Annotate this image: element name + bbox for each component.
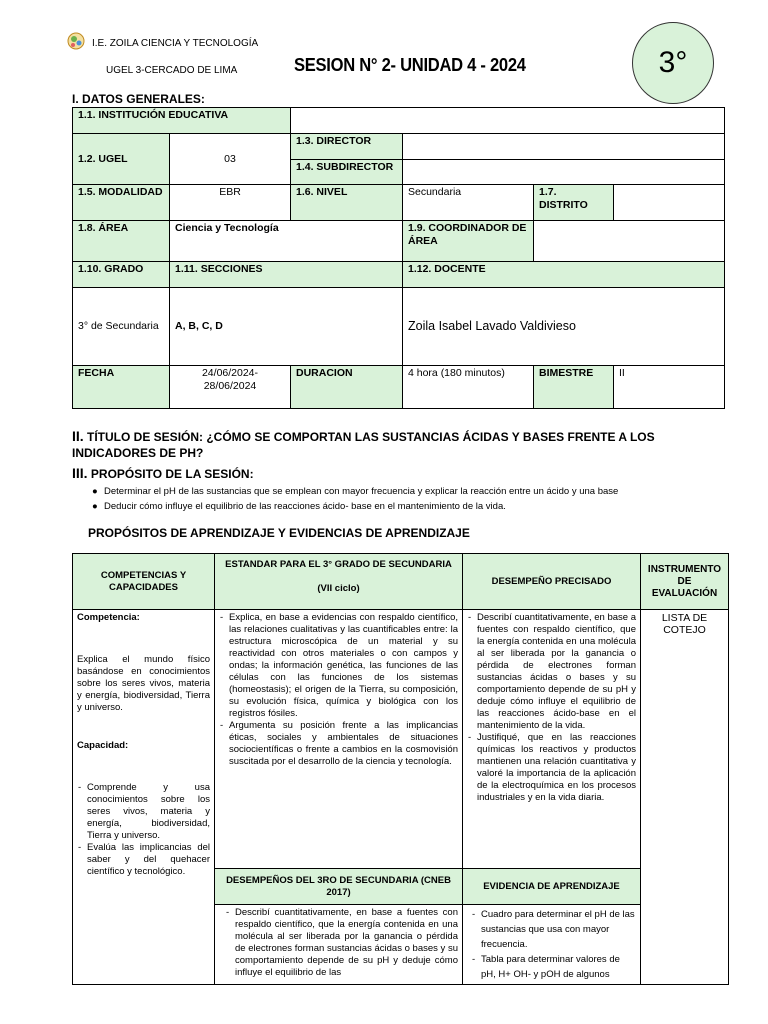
modalidad-label: 1.5. MODALIDAD [73,185,170,221]
evidencia-item: - Tabla para determinar valores de pH, H+ OH- y pOH de algunos [481,952,636,982]
purpose-bullet [92,501,732,512]
estandar-item: - Explica, en base a evidencias con respaldo científico, las relaciones cualitativas y las cuantificables entre: la estructura microscópica de un material y su reactividad con otros materiales o con campos y ondas; la información genética, las funciones de las células con las funciones de los sistemas (homeostasis); el origen de la Tierra, su composición, su evolución física, química y biológica con los registros fósiles. [229,612,458,720]
bullet-icon: ● [92,486,98,497]
nivel-value: Secundaria [403,185,534,221]
header-desempeno: DESEMPEÑO PRECISADO [463,554,641,610]
ugel-label: 1.2. UGEL [73,134,170,185]
header-evidencia: EVIDENCIA DE APRENDIZAJE [463,869,641,905]
ugel-value: 03 [170,134,291,185]
secciones-value: A, B, C, D [170,288,403,366]
fecha-label: FECHA [73,366,170,409]
coordinador-value [534,221,725,262]
distrito-value [614,185,725,221]
session-title-number: II. [72,428,84,444]
instrumento-value: LISTA DE COTEJO [641,610,729,985]
duracion-label: DURACION [291,366,403,409]
header-estandar-sub: (VII ciclo) [317,583,360,594]
docente-label: 1.12. DOCENTE [403,262,725,288]
datos-generales-table [72,107,725,409]
institucion-value [291,108,725,134]
capacidades-list [77,782,210,878]
session-title [72,428,722,461]
subdirector-value [403,160,725,185]
session-title-text: TÍTULO DE SESIÓN: ¿CÓMO SE COMPORTAN LAS SUSTANCIAS ÁCIDAS Y BASES FRENTE A LOS INDICADORES DE PH? [72,430,655,460]
desempeno-item: - Justifiqué, que en las reacciones químicas los reactivos y productos mantienen una relación cuantitativa y valoré la importancia de la aplicación de la electroquímica en los procesos industriales y en la vida diaria. [477,732,636,804]
nivel-label: 1.6. NIVEL [291,185,403,221]
capacidad-item: - Evalúa las implicancias del saber y del quehacer científico y tecnológico. [87,842,210,878]
purpose-bullet-text: Deducir cómo influye el equilibrio de las reacciones ácido- base en el mantenimiento de la vida. [104,501,506,512]
desempeno-cell [463,610,641,869]
ugel-header: UGEL 3-CERCADO DE LIMA [106,65,238,76]
section-datos-heading: I. DATOS GENERALES: [72,92,205,106]
purpose-bullet-text: Determinar el pH de las sustancias que se emplean con mayor frecuencia y explicar la reacción entre un ácido y una base [104,486,619,497]
bimestre-value: II [614,366,725,409]
fecha-value: 24/06/2024- 28/06/2024 [170,366,291,409]
school-name: I.E. ZOILA CIENCIA Y TECNOLOGÍA [92,38,259,49]
header-estandar-title: ESTANDAR PARA EL 3° GRADO DE SECUNDARIA [225,559,452,570]
grado-value: 3° de Secundaria [73,288,170,366]
estandar-cell [215,610,463,869]
area-label: 1.8. ÁREA [73,221,170,262]
subdirector-label: 1.4. SUBDIRECTOR [291,160,403,185]
grado-label: 1.10. GRADO [73,262,170,288]
secciones-label: 1.11. SECCIONES [170,262,403,288]
school-logo-icon [66,31,86,51]
capacidad-item: - Comprende y usa conocimientos sobre los seres vivos, materia y energía, biodiversidad, Tierra y universo. [87,782,210,842]
distrito-label: 1.7. DISTRITO [534,185,614,221]
header-instrumento: INSTRUMENTO DE EVALUACIÓN [641,554,729,610]
learning-purposes-heading: PROPÓSITOS DE APRENDIZAJE Y EVIDENCIAS DE APRENDIZAJE [88,526,470,540]
purpose-bullet [92,486,732,497]
competencia-label: Competencia: [77,612,140,623]
learning-table [72,553,729,985]
purpose-number: III. [72,465,88,481]
desempenos-cneb-list [225,907,458,979]
bullet-icon: ● [92,501,98,512]
grade-badge: 3° [632,22,714,104]
evidencia-item: - Cuadro para determinar el pH de las sustancias que usa con mayor frecuencia. [481,907,636,952]
header-estandar [215,554,463,610]
director-value [403,134,725,160]
bimestre-label: BIMESTRE [534,366,614,409]
page-title: SESION N° 2- UNIDAD 4 - 2024 [294,55,526,75]
desempeno-list [467,612,636,804]
area-value: Ciencia y Tecnología [170,221,403,262]
desempenos-cneb-item: - Describí cuantitativamente, en base a fuentes con respaldo científico, que la energía contenida en una molécula al ser liberada por la ganancia o pérdida de electrones forman sustancias ácidas o bases y su comportamiento depende de su pH y deduje cómo influye el equilibrio de las [235,907,458,979]
evidencia-list [467,907,636,982]
desempenos-cneb-cell [215,905,463,985]
header-desempenos-cneb: DESEMPEÑOS DEL 3RO DE SECUNDARIA (CNEB 2017) [215,869,463,905]
coordinador-label: 1.9. COORDINADOR DE ÁREA [403,221,534,262]
header-competencias: COMPETENCIAS Y CAPACIDADES [73,554,215,610]
estandar-item: - Argumenta su posición frente a las implicancias éticas, sociales y ambientales de situaciones sociocientíficas o frente a cambios en la cosmovisión suscitada por el desarrollo de la ciencia y tecnología. [229,720,458,768]
duracion-value: 4 hora (180 minutos) [403,366,534,409]
institucion-label: 1.1. INSTITUCIÓN EDUCATIVA [73,108,291,134]
competencia-text: Explica el mundo físico basándose en conocimientos sobre los seres vivos, materia y energía, biodiversidad, Tierra y universo. [77,654,210,713]
desempeno-item: - Describí cuantitativamente, en base a fuentes con respaldo científico, que la energía contenida en una molécula al ser liberada por la ganancia o pérdida de electrones forman sustancias ácidas o bases y su comportamiento depende de su pH y deduje cómo influye el equilibrio de las reacciones ácido-base en el mantenimiento de la vida. [477,612,636,732]
estandar-list [219,612,458,768]
docente-value: Zoila Isabel Lavado Valdivieso [403,288,725,366]
competencias-cell [73,610,215,985]
capacidad-label: Capacidad: [77,740,129,751]
evidencia-cell [463,905,641,985]
purpose-heading-text: PROPÓSITO DE LA SESIÓN: [90,467,254,481]
director-label: 1.3. DIRECTOR [291,134,403,160]
purpose-heading [72,465,254,481]
modalidad-value: EBR [170,185,291,221]
